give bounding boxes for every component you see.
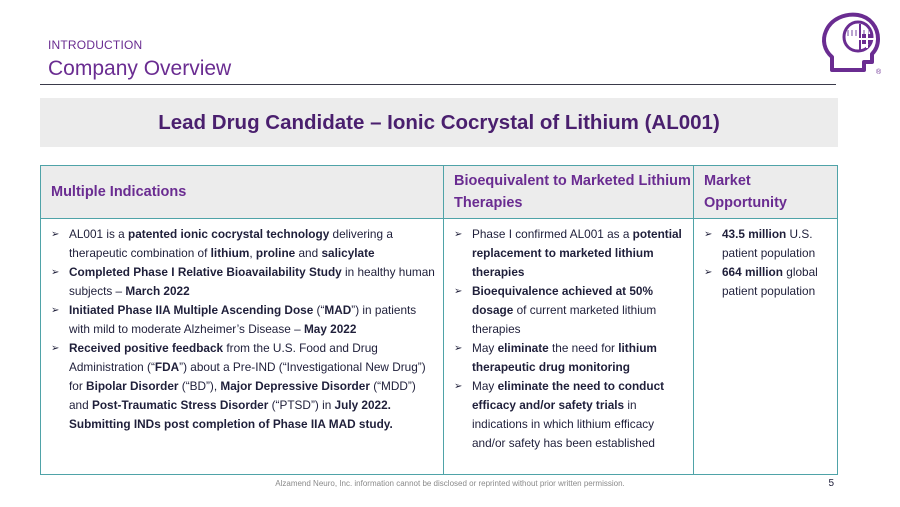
market-column <box>693 219 837 474</box>
header-market-opportunity: Market Opportunity <box>693 166 837 218</box>
arrow-bullet-icon: ➢ <box>51 229 60 240</box>
bioequivalence-column <box>443 219 693 474</box>
section-eyebrow: INTRODUCTION <box>48 38 143 52</box>
footer-disclaimer: Alzamend Neuro, Inc. information cannot be disclosed or reprinted without prior written permission. <box>275 479 625 488</box>
bullet-item: ➢ Received positive feedback from the U.S. Food and Drug Administration (“FDA”) about a Pre-IND (“Investigational New Drug”) for Bipolar Disorder (“BD”), Major Depressive Disorder (“MDD”) and Post-Traumatic Stress Disorder (“PTSD”) in July 2022. Submitting INDs post completion of Phase IIA MAD study. <box>51 341 426 431</box>
page-number: 5 <box>828 478 834 489</box>
head-brain-logo-icon <box>818 10 884 78</box>
bullet-item: ➢ 43.5 million U.S. patient population <box>704 227 816 260</box>
bullet-item: ➢ 664 million global patient population <box>704 265 818 298</box>
header-multiple-indications: Multiple Indications <box>51 184 187 200</box>
bullet-item: ➢ Bioequivalence achieved at 50% dosage of current marketed lithium therapies <box>454 284 657 336</box>
bullet-item: ➢ May eliminate the need to conduct efficacy and/or safety trials in indications in which lithium efficacy and/or safety has been established <box>454 379 665 450</box>
indications-list <box>49 225 435 434</box>
bullet-item: ➢ Completed Phase I Relative Bioavailability Study in healthy human subjects – March 2022 <box>51 265 435 298</box>
market-list <box>702 225 829 301</box>
bullet-item: ➢ Initiated Phase IIA Multiple Ascending Dose (“MAD”) in patients with mild to moderate Alzheimer’s Disease – May 2022 <box>51 303 417 336</box>
arrow-bullet-icon: ➢ <box>51 343 60 354</box>
page-title: Company Overview <box>48 57 232 80</box>
title-divider <box>40 84 836 85</box>
bullet-item: ➢ May eliminate the need for lithium therapeutic drug monitoring <box>454 341 657 374</box>
bullet-item: ➢ AL001 is a patented ionic cocrystal technology delivering a therapeutic combination of lithium, proline and salicylate <box>51 227 393 260</box>
arrow-bullet-icon: ➢ <box>454 343 463 354</box>
indications-column <box>41 219 443 474</box>
bullet-item: ➢ Phase I confirmed AL001 as a potential replacement to marketed lithium therapies <box>454 227 682 279</box>
arrow-bullet-icon: ➢ <box>454 381 463 392</box>
arrow-bullet-icon: ➢ <box>51 305 60 316</box>
bioequivalence-list <box>452 225 685 453</box>
arrow-bullet-icon: ➢ <box>454 286 463 297</box>
registered-mark: ® <box>876 69 882 76</box>
arrow-bullet-icon: ➢ <box>454 229 463 240</box>
banner-text: Lead Drug Candidate – Ionic Cocrystal of Lithium (AL001) <box>158 110 720 134</box>
header-bioequivalent: Bioequivalent to Marketed Lithium Therapies <box>443 166 693 218</box>
overview-table <box>40 165 838 475</box>
arrow-bullet-icon: ➢ <box>704 229 713 240</box>
arrow-bullet-icon: ➢ <box>704 267 713 278</box>
lead-candidate-banner <box>40 98 838 147</box>
arrow-bullet-icon: ➢ <box>51 267 60 278</box>
